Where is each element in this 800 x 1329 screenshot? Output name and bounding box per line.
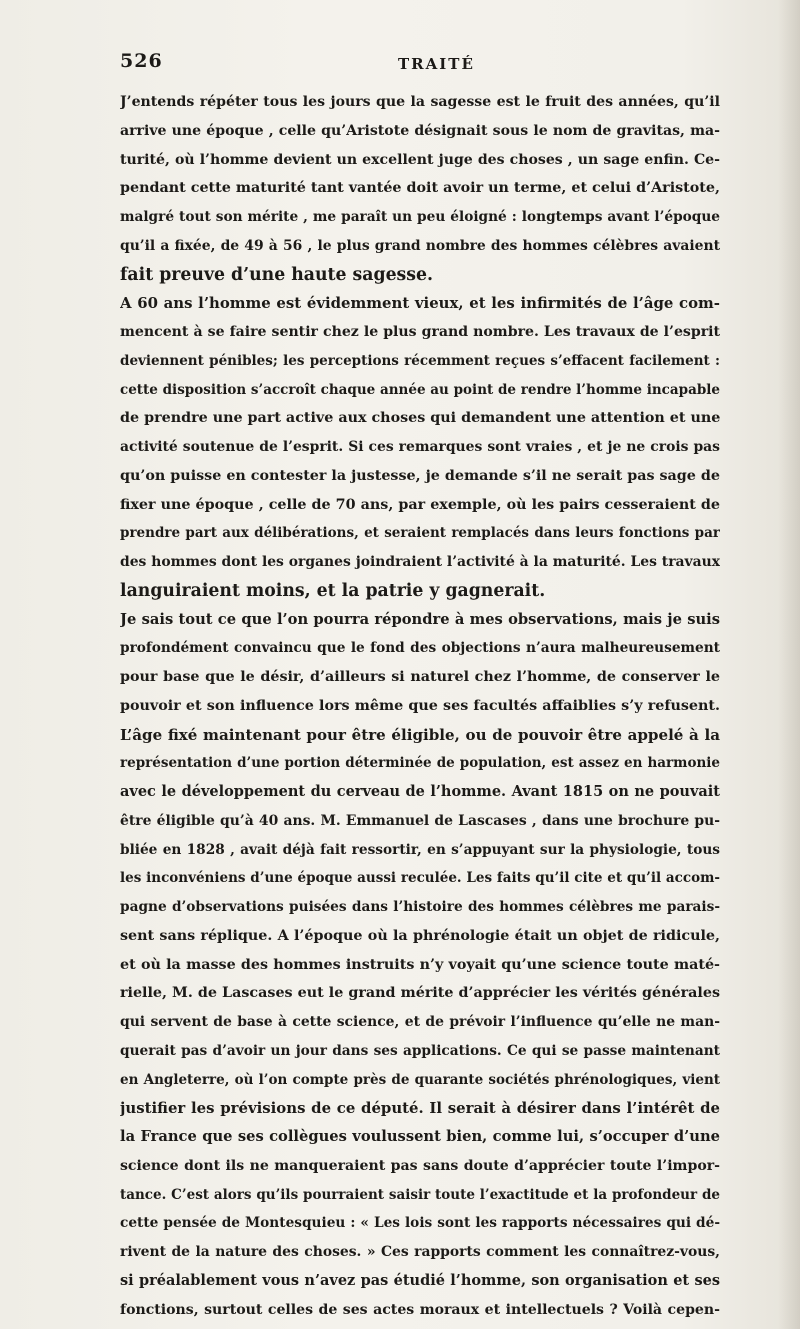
text-line: des hommes dont les organes joindraient l’activité à la maturité. Les travaux — [120, 554, 720, 570]
text-line: justifier les prévisions de ce député. Il serait à désirer dans l’intérêt de — [120, 1099, 720, 1118]
text-line: Je sais tout ce que l’on pourra répondre à mes observations, mais je suis — [120, 610, 720, 628]
text-line: en Angleterre, où l’on compte près de quarante sociétés phrénologiques, vient — [120, 1071, 720, 1088]
text-line: pagne d’observations puisées dans l’histoire des hommes célèbres me parais- — [120, 899, 720, 915]
text-line: profondément convaincu que le fond des objections n’aura malheureusement — [120, 640, 720, 657]
text-line: prendre part aux délibérations, et seraient remplacés dans leurs fonctions par — [120, 525, 720, 542]
text-line: les inconvéniens d’une époque aussi reculée. Les faits qu’il cite et qu’il accom- — [120, 870, 720, 887]
text-line: être éligible qu’à 40 ans. M. Emmanuel de Lascases , dans une brochure pu- — [120, 812, 720, 829]
text-line: J’entends répéter tous les jours que la sagesse est le fruit des années, qu’il — [120, 94, 720, 110]
text-line: languiraient moins, et la patrie y gagnerait. — [120, 580, 546, 601]
text-line: avec le développement du cerveau de l’homme. Avant 1815 on ne pouvait — [120, 783, 720, 800]
text-line: pour base que le désir, d’ailleurs si naturel chez l’homme, de conserver le — [120, 669, 720, 685]
text-line: qu’on puisse en contester la justesse, je demande s’il ne serait pas sage de — [120, 467, 720, 484]
text-line: la France que ses collègues voulussent bien, comme lui, s’occuper d’une — [120, 1128, 720, 1145]
text-line: querait pas d’avoir un jour dans ses applications. Ce qui se passe maintenant — [120, 1042, 720, 1059]
text-line: rielle, M. de Lascases eut le grand mérite d’apprécier les vérités générales — [120, 985, 720, 1002]
text-line: tance. C’est alors qu’ils pourraient saisir toute l’exactitude et la profondeur de — [120, 1186, 720, 1203]
text-line: de prendre une part active aux choses qui demandent une attention et une — [120, 410, 720, 427]
text-line: pendant cette maturité tant vantée doit avoir un terme, et celui d’Aristote, — [120, 180, 720, 197]
text-line: bliée en 1828 , avait déjà fait ressortir, en s’appuyant sur la physiologie, tous — [120, 841, 720, 858]
body-text — [120, 88, 720, 1324]
text-line: si préalablement vous n’avez pas étudié l’homme, son organisation et ses — [120, 1271, 720, 1289]
text-line: cette disposition s’accroît chaque année au point de rendre l’homme incapable — [120, 381, 720, 398]
text-line: fixer une époque , celle de 70 ans, par exemple, où les pairs cesseraient de — [120, 496, 720, 513]
text-line: rivent de la nature des choses. » Ces rapports comment les connaîtrez-vous, — [120, 1244, 720, 1260]
text-line: fonctions, surtout celles de ses actes moraux et intellectuels ? Voilà cepen- — [120, 1301, 720, 1318]
text-line: qu’il a fixée, de 49 à 56 , le plus grand nombre des hommes célèbres avaient — [120, 237, 720, 254]
text-line: pouvoir et son influence lors même que ses facultés affaiblies s’y refusent. — [120, 697, 720, 714]
text-line: L’âge fixé maintenant pour être éligible, ou de pouvoir être appelé à la — [120, 725, 720, 744]
page-header — [120, 50, 720, 80]
page-number: 526 — [120, 50, 163, 72]
text-line: fait preuve d’une haute sagesse. — [120, 264, 434, 285]
text-line: activité soutenue de l’esprit. Si ces remarques sont vraies , et je ne crois pas — [120, 439, 720, 455]
text-line: deviennent pénibles; les perceptions récemment reçues s’effacent facilement : — [120, 352, 720, 369]
running-head: TRAITÉ — [398, 55, 475, 73]
text-line: cette pensée de Montesquieu : « Les lois sont les rapports nécessaires qui dé- — [120, 1215, 720, 1232]
text-line: mencent à se faire sentir chez le plus grand nombre. Les travaux de l’esprit — [120, 324, 720, 340]
text-line: sent sans réplique. A l’époque où la phrénologie était un objet de ridicule, — [120, 927, 720, 944]
text-line: arrive une époque , celle qu’Aristote désignait sous le nom de gravitas, ma- — [120, 122, 720, 139]
text-line: malgré tout son mérite , me paraît un peu éloigné : longtemps avant l’époque — [120, 209, 720, 225]
text-line: et où la masse des hommes instruits n’y voyait qu’une science toute maté- — [120, 956, 720, 973]
page-edge-shadow — [778, 0, 800, 1329]
text-line: turité, où l’homme devient un excellent juge des choses , un sage enfin. Ce- — [120, 151, 720, 168]
text-line: qui servent de base à cette science, et de prévoir l’influence qu’elle ne man- — [120, 1014, 720, 1030]
text-line: représentation d’une portion déterminée de population, est assez en harmonie — [120, 755, 720, 772]
text-line: A 60 ans l’homme est évidemment vieux, et les infirmités de l’âge com- — [120, 294, 720, 313]
text-line: science dont ils ne manqueraient pas sans doute d’apprécier toute l’impor- — [120, 1157, 720, 1174]
